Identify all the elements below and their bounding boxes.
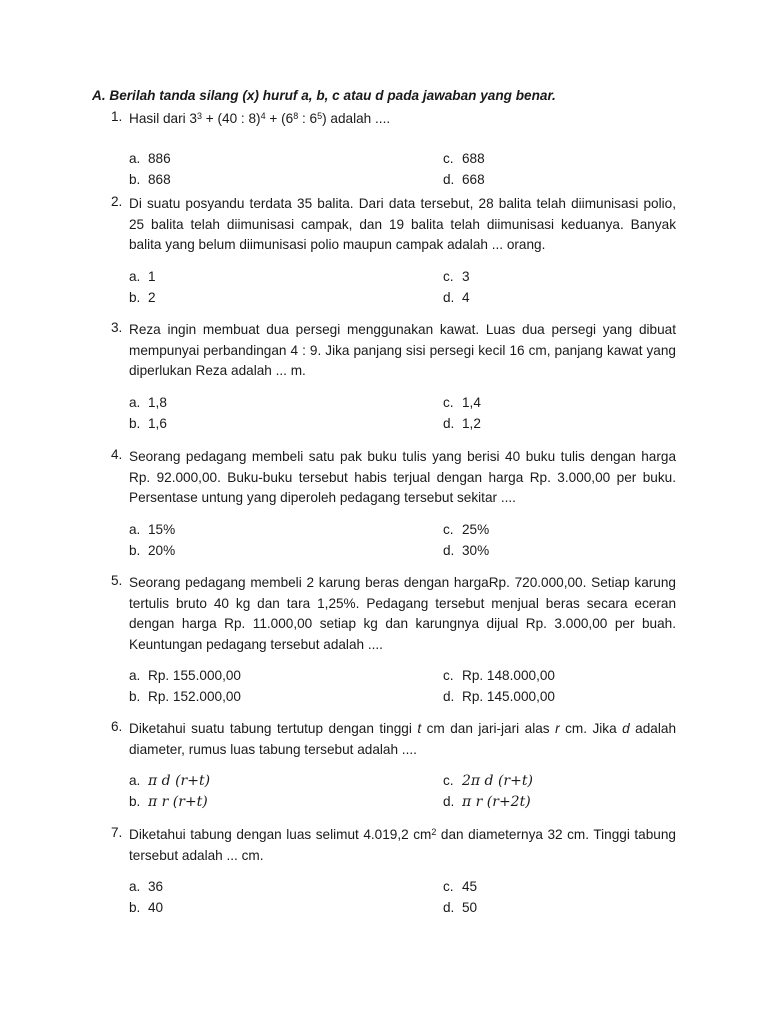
option-b[interactable]: b. Rp. 152.000,00 [129, 689, 241, 704]
question-number: 5. [111, 573, 123, 588]
section-title: A. Berilah tanda silang (x) huruf a, b, c atau d pada jawaban yang benar. [92, 88, 556, 103]
question-text: Diketahui suatu tabung tertutup dengan tinggi t cm dan jari-jari alas r cm. Jika d adalah diameter, rumus luas tabung tersebut adalah .... [129, 721, 677, 757]
option-b[interactable]: b. π r (r+t) [129, 794, 208, 810]
question-text: Seorang pedagang membeli satu pak buku tulis yang berisi 40 buku tulis dengan harga Rp. 92.000,00. Buku-buku tersebut habis terjual dengan harga Rp. 3.000,00 per buku. Persentase untung yang diperoleh pedagang tersebut sekitar .... [129, 449, 676, 505]
option-a[interactable]: a. 15% [129, 521, 176, 537]
question-1 [111, 109, 676, 191]
question-number: 4. [111, 447, 123, 462]
option-d[interactable]: d. 1,2 [443, 415, 481, 431]
question-5 [111, 573, 676, 708]
question-number: 7. [111, 825, 123, 840]
answer-options [129, 520, 676, 562]
option-b[interactable]: b. 2 [129, 289, 156, 305]
option-a[interactable]: a. π d (r+t) [129, 773, 211, 789]
option-c[interactable]: c. Rp. 148.000,00 [443, 668, 555, 683]
option-c[interactable]: c. 3 [443, 268, 470, 284]
option-d[interactable]: d. Rp. 145.000,00 [443, 689, 555, 704]
option-c[interactable]: c. 1,4 [443, 394, 481, 410]
question-text: Reza ingin membuat dua persegi menggunakan kawat. Luas dua persegi yang dibuat mempunyai perbandingan 4 : 9. Jika panjang sisi persegi kecil 16 cm, panjang kawat yang diperlukan Reza adalah ... m. [129, 322, 676, 378]
option-d[interactable]: d. 4 [443, 289, 470, 305]
question-7 [111, 825, 676, 919]
option-a[interactable]: a. 1 [129, 268, 156, 284]
formula: 2π d (r+t) [462, 773, 533, 789]
question-text: Seorang pedagang membeli 2 karung beras dengan hargaRp. 720.000,00. Setiap karung tertulis bruto 40 kg dan tara 1,25%. Pedagang tersebut menjual beras secara eceran dengan harga Rp. 11.000,00 setiap kg dan karungnya dijual Rp. 3.000,00 per buah. Keuntungan pedagang tersebut adalah .... [129, 575, 676, 652]
option-d[interactable]: d. 50 [443, 900, 478, 915]
question-6 [111, 719, 676, 813]
option-b[interactable]: b. 40 [129, 900, 164, 915]
answer-options [129, 393, 676, 435]
answer-options [129, 267, 676, 309]
option-b[interactable]: b. 1,6 [129, 415, 167, 431]
option-c[interactable]: c. 2π d (r+t) [443, 773, 533, 789]
option-c[interactable]: c. 25% [443, 521, 490, 537]
question-4 [111, 447, 676, 562]
option-a[interactable]: a. Rp. 155.000,00 [129, 668, 241, 683]
answer-options [129, 149, 676, 191]
question-text: Hasil dari $3^3 + (40$ : $8)^4 + (6^8$ : $6^5$) adalah .... [129, 111, 391, 126]
formula: π r (r+2t) [462, 794, 531, 810]
question-number: 6. [111, 719, 123, 734]
option-c[interactable]: c. 45 [443, 879, 478, 894]
answer-options [129, 877, 676, 919]
question-3 [111, 320, 676, 435]
question-number: 3. [111, 320, 123, 335]
option-d[interactable]: d. π r (r+2t) [443, 794, 531, 810]
option-a[interactable]: a. 36 [129, 879, 164, 894]
option-a[interactable]: a. 1,8 [129, 394, 167, 410]
answer-options [129, 666, 676, 708]
formula: π d (r+t) [148, 773, 211, 789]
question-number: 2. [111, 194, 123, 209]
question-text: Di suatu posyandu terdata 35 balita. Dari data tersebut, 28 balita telah diimunisasi polio, 25 balita telah diimunisasi campak, dan 19 balita telah diimunisasi keduanya. Banyak balita yang belum diimunisasi polio maupun campak adalah ... orang. [129, 196, 676, 252]
answer-options [129, 771, 676, 813]
question-text: Diketahui tabung dengan luas selimut 4.019,2 $cm^2$ dan diameternya 32 cm. Tinggi tabung tersebut adalah ... cm. [129, 827, 676, 863]
option-b[interactable]: b. 20% [129, 542, 176, 558]
question-2 [111, 194, 676, 309]
question-number: 1. [111, 109, 123, 124]
option-d[interactable]: d. 30% [443, 542, 490, 558]
formula: π r (r+t) [148, 794, 208, 810]
option-b[interactable]: b. 868 [129, 171, 171, 187]
option-d[interactable]: d. 668 [443, 171, 485, 187]
option-a[interactable]: a. 886 [129, 150, 171, 166]
option-c[interactable]: c. 688 [443, 150, 485, 166]
